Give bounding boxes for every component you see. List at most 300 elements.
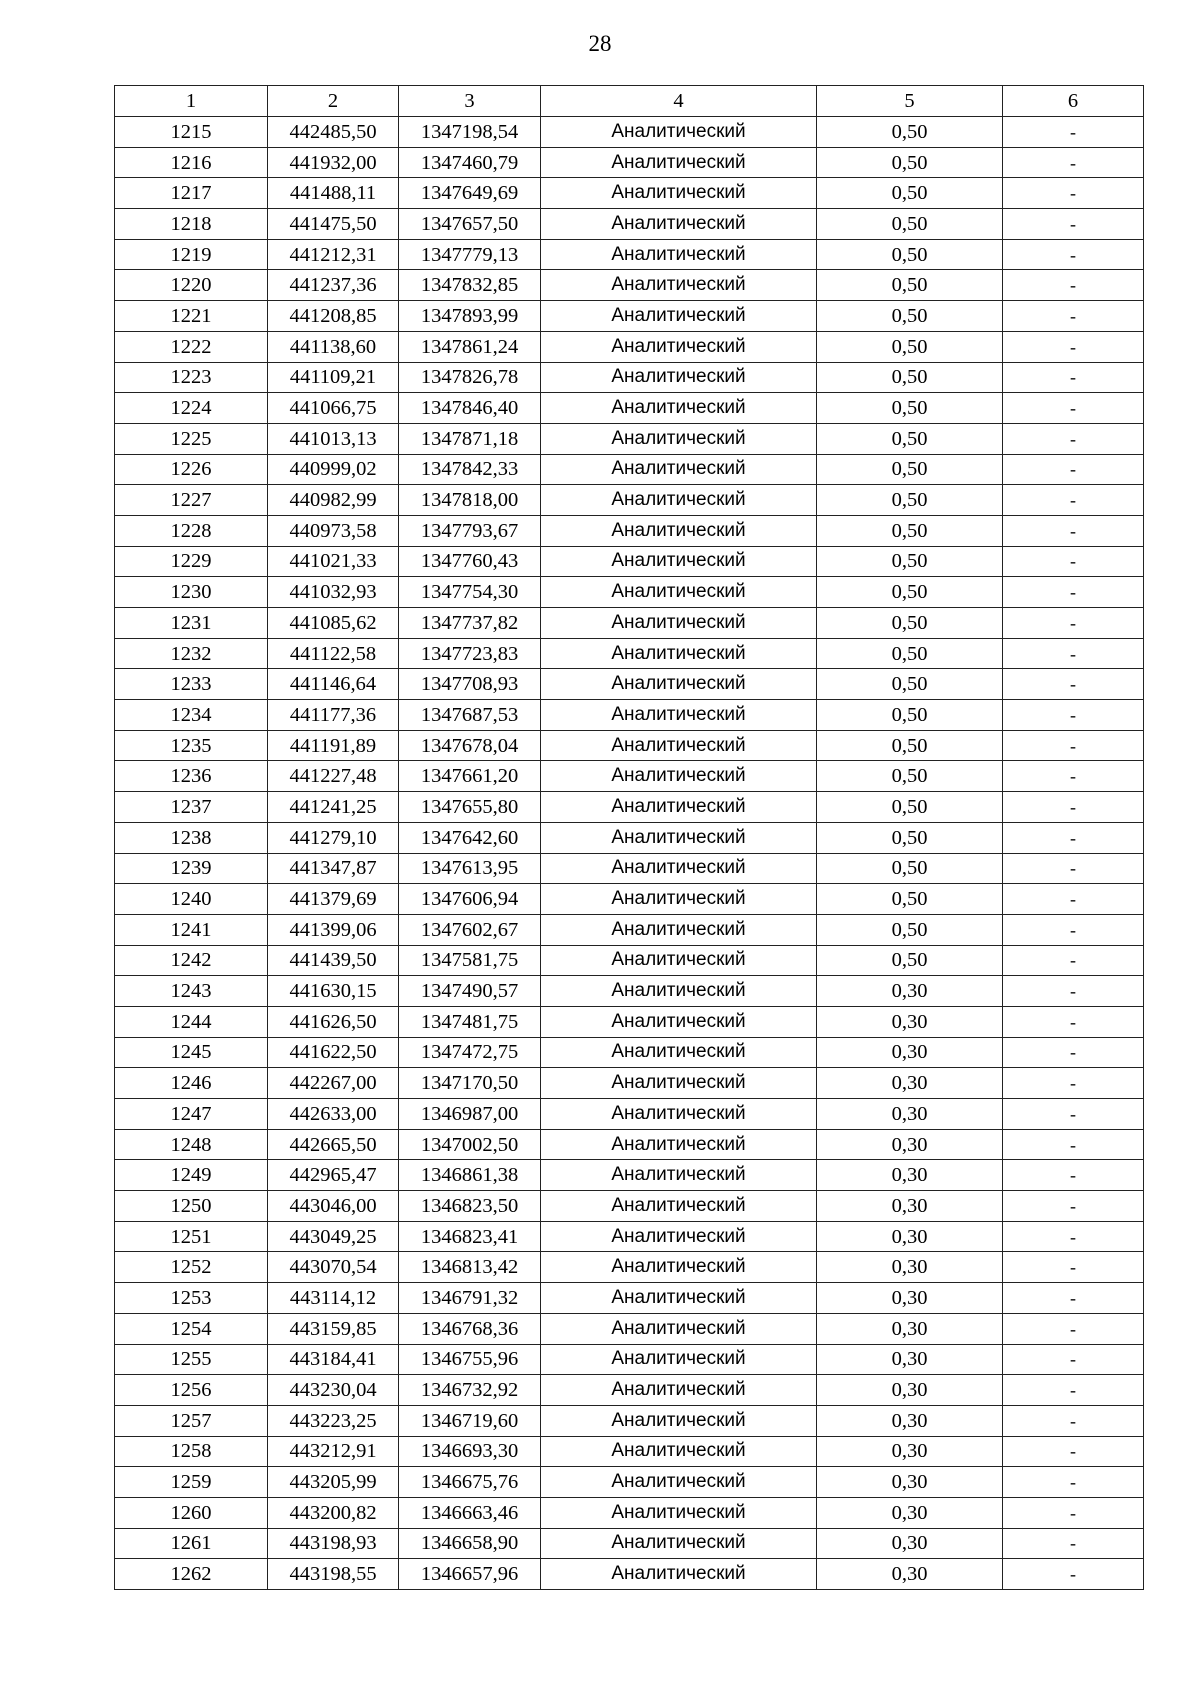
x-coordinate-cell: 443223,25: [268, 1405, 399, 1436]
accuracy-cell: 0,50: [817, 178, 1003, 209]
y-coordinate-cell: 1346663,46: [399, 1497, 541, 1528]
x-coordinate-cell: 441085,62: [268, 608, 399, 639]
point-number-cell: 1250: [115, 1191, 268, 1222]
table-row: [115, 1037, 1144, 1068]
method-cell: Аналитический: [541, 638, 817, 669]
x-coordinate-cell: 442965,47: [268, 1160, 399, 1191]
table-row: [115, 454, 1144, 485]
table-row: [115, 1313, 1144, 1344]
y-coordinate-cell: 1347655,80: [399, 792, 541, 823]
table-header: [115, 86, 1144, 117]
note-cell: -: [1003, 485, 1144, 516]
point-number-cell: 1233: [115, 669, 268, 700]
note-cell: -: [1003, 117, 1144, 148]
x-coordinate-cell: 443114,12: [268, 1283, 399, 1314]
y-coordinate-cell: 1347793,67: [399, 515, 541, 546]
table-row: [115, 209, 1144, 240]
table-row: [115, 730, 1144, 761]
point-number-cell: 1237: [115, 792, 268, 823]
point-number-cell: 1245: [115, 1037, 268, 1068]
x-coordinate-cell: 441066,75: [268, 393, 399, 424]
note-cell: -: [1003, 1037, 1144, 1068]
accuracy-cell: 0,50: [817, 884, 1003, 915]
table-row: [115, 1283, 1144, 1314]
accuracy-cell: 0,30: [817, 1221, 1003, 1252]
coordinates-table: [114, 85, 1144, 1590]
method-cell: Аналитический: [541, 1405, 817, 1436]
accuracy-cell: 0,30: [817, 1006, 1003, 1037]
point-number-cell: 1219: [115, 239, 268, 270]
method-cell: Аналитический: [541, 577, 817, 608]
accuracy-cell: 0,50: [817, 822, 1003, 853]
note-cell: -: [1003, 1006, 1144, 1037]
table-row: [115, 1099, 1144, 1130]
y-coordinate-cell: 1346987,00: [399, 1099, 541, 1130]
x-coordinate-cell: 441630,15: [268, 976, 399, 1007]
table-row: [115, 638, 1144, 669]
y-coordinate-cell: 1347678,04: [399, 730, 541, 761]
y-coordinate-cell: 1347871,18: [399, 423, 541, 454]
accuracy-cell: 0,30: [817, 1497, 1003, 1528]
table-row: [115, 976, 1144, 1007]
x-coordinate-cell: 441626,50: [268, 1006, 399, 1037]
table-row: [115, 546, 1144, 577]
y-coordinate-cell: 1347737,82: [399, 608, 541, 639]
y-coordinate-cell: 1346719,60: [399, 1405, 541, 1436]
y-coordinate-cell: 1347606,94: [399, 884, 541, 915]
method-cell: Аналитический: [541, 454, 817, 485]
accuracy-cell: 0,50: [817, 792, 1003, 823]
accuracy-cell: 0,30: [817, 1313, 1003, 1344]
table-row: [115, 301, 1144, 332]
method-cell: Аналитический: [541, 1191, 817, 1222]
y-coordinate-cell: 1347832,85: [399, 270, 541, 301]
x-coordinate-cell: 443205,99: [268, 1467, 399, 1498]
point-number-cell: 1243: [115, 976, 268, 1007]
point-number-cell: 1254: [115, 1313, 268, 1344]
method-cell: Аналитический: [541, 792, 817, 823]
point-number-cell: 1230: [115, 577, 268, 608]
table-row: [115, 792, 1144, 823]
table-row: [115, 1405, 1144, 1436]
point-number-cell: 1241: [115, 914, 268, 945]
y-coordinate-cell: 1347490,57: [399, 976, 541, 1007]
accuracy-cell: 0,50: [817, 546, 1003, 577]
y-coordinate-cell: 1347846,40: [399, 393, 541, 424]
method-cell: Аналитический: [541, 884, 817, 915]
y-coordinate-cell: 1347826,78: [399, 362, 541, 393]
point-number-cell: 1218: [115, 209, 268, 240]
y-coordinate-cell: 1346813,42: [399, 1252, 541, 1283]
x-coordinate-cell: 441241,25: [268, 792, 399, 823]
note-cell: -: [1003, 301, 1144, 332]
method-cell: Аналитический: [541, 1160, 817, 1191]
accuracy-cell: 0,50: [817, 362, 1003, 393]
note-cell: -: [1003, 1467, 1144, 1498]
method-cell: Аналитический: [541, 178, 817, 209]
x-coordinate-cell: 441021,33: [268, 546, 399, 577]
accuracy-cell: 0,50: [817, 914, 1003, 945]
y-coordinate-cell: 1347642,60: [399, 822, 541, 853]
table-row: [115, 515, 1144, 546]
note-cell: -: [1003, 1099, 1144, 1130]
x-coordinate-cell: 443159,85: [268, 1313, 399, 1344]
note-cell: -: [1003, 1283, 1144, 1314]
point-number-cell: 1232: [115, 638, 268, 669]
note-cell: -: [1003, 1068, 1144, 1099]
point-number-cell: 1259: [115, 1467, 268, 1498]
note-cell: -: [1003, 178, 1144, 209]
table-row: [115, 1497, 1144, 1528]
note-cell: -: [1003, 976, 1144, 1007]
point-number-cell: 1253: [115, 1283, 268, 1314]
method-cell: Аналитический: [541, 331, 817, 362]
x-coordinate-cell: 443049,25: [268, 1221, 399, 1252]
accuracy-cell: 0,50: [817, 239, 1003, 270]
y-coordinate-cell: 1347708,93: [399, 669, 541, 700]
point-number-cell: 1229: [115, 546, 268, 577]
accuracy-cell: 0,50: [817, 301, 1003, 332]
point-number-cell: 1239: [115, 853, 268, 884]
point-number-cell: 1236: [115, 761, 268, 792]
table-row: [115, 178, 1144, 209]
accuracy-cell: 0,30: [817, 1283, 1003, 1314]
method-cell: Аналитический: [541, 761, 817, 792]
point-number-cell: 1262: [115, 1559, 268, 1590]
note-cell: -: [1003, 700, 1144, 731]
table-row: [115, 822, 1144, 853]
table-row: [115, 577, 1144, 608]
x-coordinate-cell: 441146,64: [268, 669, 399, 700]
x-coordinate-cell: 440973,58: [268, 515, 399, 546]
table-row: [115, 608, 1144, 639]
table-row: [115, 270, 1144, 301]
x-coordinate-cell: 443070,54: [268, 1252, 399, 1283]
note-cell: -: [1003, 1129, 1144, 1160]
note-cell: -: [1003, 1191, 1144, 1222]
accuracy-cell: 0,30: [817, 1467, 1003, 1498]
y-coordinate-cell: 1347602,67: [399, 914, 541, 945]
method-cell: Аналитический: [541, 393, 817, 424]
table-row: [115, 853, 1144, 884]
accuracy-cell: 0,30: [817, 1375, 1003, 1406]
table-row: [115, 117, 1144, 148]
accuracy-cell: 0,30: [817, 1068, 1003, 1099]
x-coordinate-cell: 441347,87: [268, 853, 399, 884]
accuracy-cell: 0,30: [817, 1129, 1003, 1160]
header-col-6: 6: [1003, 86, 1144, 117]
point-number-cell: 1246: [115, 1068, 268, 1099]
accuracy-cell: 0,50: [817, 423, 1003, 454]
method-cell: Аналитический: [541, 1467, 817, 1498]
method-cell: Аналитический: [541, 1344, 817, 1375]
point-number-cell: 1244: [115, 1006, 268, 1037]
method-cell: Аналитический: [541, 853, 817, 884]
y-coordinate-cell: 1346823,50: [399, 1191, 541, 1222]
table-row: [115, 700, 1144, 731]
accuracy-cell: 0,30: [817, 1559, 1003, 1590]
y-coordinate-cell: 1346755,96: [399, 1344, 541, 1375]
note-cell: -: [1003, 1221, 1144, 1252]
x-coordinate-cell: 441279,10: [268, 822, 399, 853]
method-cell: Аналитический: [541, 515, 817, 546]
method-cell: Аналитический: [541, 976, 817, 1007]
note-cell: -: [1003, 1405, 1144, 1436]
y-coordinate-cell: 1347842,33: [399, 454, 541, 485]
note-cell: -: [1003, 209, 1144, 240]
table-row: [115, 884, 1144, 915]
note-cell: -: [1003, 1375, 1144, 1406]
y-coordinate-cell: 1346791,32: [399, 1283, 541, 1314]
note-cell: -: [1003, 853, 1144, 884]
table-row: [115, 1344, 1144, 1375]
point-number-cell: 1247: [115, 1099, 268, 1130]
point-number-cell: 1238: [115, 822, 268, 853]
y-coordinate-cell: 1346861,38: [399, 1160, 541, 1191]
y-coordinate-cell: 1347723,83: [399, 638, 541, 669]
table-row: [115, 1528, 1144, 1559]
point-number-cell: 1215: [115, 117, 268, 148]
y-coordinate-cell: 1347893,99: [399, 301, 541, 332]
point-number-cell: 1249: [115, 1160, 268, 1191]
header-col-1: 1: [115, 86, 268, 117]
y-coordinate-cell: 1347170,50: [399, 1068, 541, 1099]
y-coordinate-cell: 1346732,92: [399, 1375, 541, 1406]
y-coordinate-cell: 1346823,41: [399, 1221, 541, 1252]
accuracy-cell: 0,30: [817, 1099, 1003, 1130]
accuracy-cell: 0,30: [817, 1436, 1003, 1467]
page-number: 28: [588, 31, 612, 56]
point-number-cell: 1261: [115, 1528, 268, 1559]
method-cell: Аналитический: [541, 1252, 817, 1283]
method-cell: Аналитический: [541, 362, 817, 393]
accuracy-cell: 0,50: [817, 515, 1003, 546]
note-cell: -: [1003, 546, 1144, 577]
note-cell: -: [1003, 239, 1144, 270]
x-coordinate-cell: 443230,04: [268, 1375, 399, 1406]
header-col-3: 3: [399, 86, 541, 117]
y-coordinate-cell: 1347818,00: [399, 485, 541, 516]
point-number-cell: 1258: [115, 1436, 268, 1467]
table-body: [115, 117, 1144, 1590]
accuracy-cell: 0,50: [817, 730, 1003, 761]
method-cell: Аналитический: [541, 209, 817, 240]
accuracy-cell: 0,30: [817, 1252, 1003, 1283]
y-coordinate-cell: 1346657,96: [399, 1559, 541, 1590]
x-coordinate-cell: 441138,60: [268, 331, 399, 362]
point-number-cell: 1231: [115, 608, 268, 639]
note-cell: -: [1003, 331, 1144, 362]
x-coordinate-cell: 441399,06: [268, 914, 399, 945]
method-cell: Аналитический: [541, 608, 817, 639]
accuracy-cell: 0,30: [817, 1160, 1003, 1191]
note-cell: -: [1003, 1313, 1144, 1344]
note-cell: -: [1003, 1559, 1144, 1590]
header-row: [115, 86, 1144, 117]
accuracy-cell: 0,50: [817, 331, 1003, 362]
header-col-5: 5: [817, 86, 1003, 117]
point-number-cell: 1248: [115, 1129, 268, 1160]
x-coordinate-cell: 442485,50: [268, 117, 399, 148]
method-cell: Аналитический: [541, 1283, 817, 1314]
y-coordinate-cell: 1347198,54: [399, 117, 541, 148]
y-coordinate-cell: 1346658,90: [399, 1528, 541, 1559]
note-cell: -: [1003, 761, 1144, 792]
x-coordinate-cell: 443198,55: [268, 1559, 399, 1590]
table-row: [115, 423, 1144, 454]
x-coordinate-cell: 441488,11: [268, 178, 399, 209]
x-coordinate-cell: 441109,21: [268, 362, 399, 393]
y-coordinate-cell: 1347649,69: [399, 178, 541, 209]
x-coordinate-cell: 441475,50: [268, 209, 399, 240]
note-cell: -: [1003, 1528, 1144, 1559]
accuracy-cell: 0,30: [817, 1344, 1003, 1375]
accuracy-cell: 0,50: [817, 117, 1003, 148]
y-coordinate-cell: 1346768,36: [399, 1313, 541, 1344]
y-coordinate-cell: 1347861,24: [399, 331, 541, 362]
table-row: [115, 331, 1144, 362]
note-cell: -: [1003, 1160, 1144, 1191]
table-row: [115, 1436, 1144, 1467]
table-row: [115, 761, 1144, 792]
method-cell: Аналитический: [541, 730, 817, 761]
y-coordinate-cell: 1347661,20: [399, 761, 541, 792]
point-number-cell: 1228: [115, 515, 268, 546]
accuracy-cell: 0,50: [817, 669, 1003, 700]
method-cell: Аналитический: [541, 1068, 817, 1099]
point-number-cell: 1224: [115, 393, 268, 424]
point-number-cell: 1257: [115, 1405, 268, 1436]
point-number-cell: 1255: [115, 1344, 268, 1375]
point-number-cell: 1242: [115, 945, 268, 976]
method-cell: Аналитический: [541, 822, 817, 853]
point-number-cell: 1227: [115, 485, 268, 516]
note-cell: -: [1003, 147, 1144, 178]
y-coordinate-cell: 1347460,79: [399, 147, 541, 178]
table-row: [115, 1191, 1144, 1222]
method-cell: Аналитический: [541, 1313, 817, 1344]
accuracy-cell: 0,30: [817, 1405, 1003, 1436]
table-row: [115, 239, 1144, 270]
table-row: [115, 669, 1144, 700]
point-number-cell: 1260: [115, 1497, 268, 1528]
note-cell: -: [1003, 1252, 1144, 1283]
point-number-cell: 1221: [115, 301, 268, 332]
note-cell: -: [1003, 515, 1144, 546]
y-coordinate-cell: 1347002,50: [399, 1129, 541, 1160]
x-coordinate-cell: 441439,50: [268, 945, 399, 976]
x-coordinate-cell: 443198,93: [268, 1528, 399, 1559]
table-row: [115, 945, 1144, 976]
table-row: [115, 393, 1144, 424]
table-row: [115, 1221, 1144, 1252]
header-col-2: 2: [268, 86, 399, 117]
note-cell: -: [1003, 945, 1144, 976]
y-coordinate-cell: 1347754,30: [399, 577, 541, 608]
table-row: [115, 1160, 1144, 1191]
table-row: [115, 485, 1144, 516]
table-row: [115, 1129, 1144, 1160]
method-cell: Аналитический: [541, 1497, 817, 1528]
x-coordinate-cell: 441191,89: [268, 730, 399, 761]
y-coordinate-cell: 1346693,30: [399, 1436, 541, 1467]
method-cell: Аналитический: [541, 1559, 817, 1590]
accuracy-cell: 0,50: [817, 608, 1003, 639]
method-cell: Аналитический: [541, 147, 817, 178]
x-coordinate-cell: 441932,00: [268, 147, 399, 178]
y-coordinate-cell: 1346675,76: [399, 1467, 541, 1498]
point-number-cell: 1240: [115, 884, 268, 915]
y-coordinate-cell: 1347687,53: [399, 700, 541, 731]
note-cell: -: [1003, 454, 1144, 485]
method-cell: Аналитический: [541, 423, 817, 454]
note-cell: -: [1003, 638, 1144, 669]
x-coordinate-cell: 442665,50: [268, 1129, 399, 1160]
x-coordinate-cell: 440982,99: [268, 485, 399, 516]
accuracy-cell: 0,50: [817, 638, 1003, 669]
method-cell: Аналитический: [541, 914, 817, 945]
method-cell: Аналитический: [541, 669, 817, 700]
note-cell: -: [1003, 577, 1144, 608]
point-number-cell: 1222: [115, 331, 268, 362]
accuracy-cell: 0,50: [817, 454, 1003, 485]
x-coordinate-cell: 441379,69: [268, 884, 399, 915]
method-cell: Аналитический: [541, 1221, 817, 1252]
x-coordinate-cell: 443212,91: [268, 1436, 399, 1467]
accuracy-cell: 0,50: [817, 485, 1003, 516]
x-coordinate-cell: 441032,93: [268, 577, 399, 608]
note-cell: -: [1003, 1344, 1144, 1375]
y-coordinate-cell: 1347472,75: [399, 1037, 541, 1068]
table-row: [115, 362, 1144, 393]
table-row: [115, 1559, 1144, 1590]
method-cell: Аналитический: [541, 1129, 817, 1160]
point-number-cell: 1256: [115, 1375, 268, 1406]
y-coordinate-cell: 1347760,43: [399, 546, 541, 577]
accuracy-cell: 0,50: [817, 700, 1003, 731]
x-coordinate-cell: 443046,00: [268, 1191, 399, 1222]
accuracy-cell: 0,50: [817, 577, 1003, 608]
point-number-cell: 1251: [115, 1221, 268, 1252]
table-row: [115, 1375, 1144, 1406]
point-number-cell: 1223: [115, 362, 268, 393]
point-number-cell: 1226: [115, 454, 268, 485]
note-cell: -: [1003, 884, 1144, 915]
method-cell: Аналитический: [541, 485, 817, 516]
accuracy-cell: 0,50: [817, 393, 1003, 424]
x-coordinate-cell: 441622,50: [268, 1037, 399, 1068]
accuracy-cell: 0,50: [817, 147, 1003, 178]
y-coordinate-cell: 1347613,95: [399, 853, 541, 884]
accuracy-cell: 0,30: [817, 1191, 1003, 1222]
x-coordinate-cell: 443200,82: [268, 1497, 399, 1528]
method-cell: Аналитический: [541, 1006, 817, 1037]
note-cell: -: [1003, 270, 1144, 301]
note-cell: -: [1003, 914, 1144, 945]
point-number-cell: 1220: [115, 270, 268, 301]
x-coordinate-cell: 442633,00: [268, 1099, 399, 1130]
x-coordinate-cell: 442267,00: [268, 1068, 399, 1099]
accuracy-cell: 0,50: [817, 270, 1003, 301]
note-cell: -: [1003, 822, 1144, 853]
x-coordinate-cell: 441227,48: [268, 761, 399, 792]
note-cell: -: [1003, 362, 1144, 393]
point-number-cell: 1216: [115, 147, 268, 178]
y-coordinate-cell: 1347481,75: [399, 1006, 541, 1037]
table-row: [115, 1467, 1144, 1498]
table-row: [115, 147, 1144, 178]
accuracy-cell: 0,50: [817, 853, 1003, 884]
